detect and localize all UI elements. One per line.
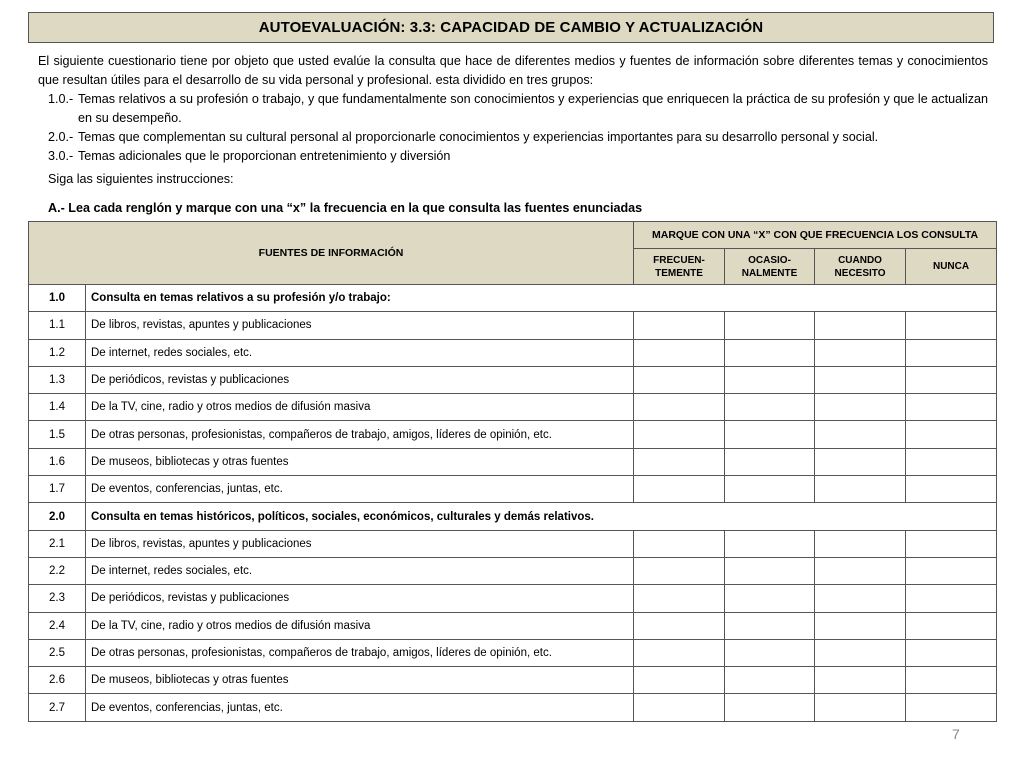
col-label: FRECUEN- TEMENTE bbox=[653, 254, 705, 279]
mark-cell-cuando-necesito[interactable] bbox=[815, 448, 906, 475]
mark-cell-cuando-necesito[interactable] bbox=[815, 312, 906, 339]
section-a-heading: A.- Lea cada renglón y marque con una “x” la frecuencia en la que consulta las fuentes enunciadas bbox=[48, 201, 643, 215]
row-number: 2.5 bbox=[29, 639, 86, 666]
row-number: 1.1 bbox=[29, 312, 86, 339]
mark-cell-frecuentemente[interactable] bbox=[634, 530, 725, 557]
mark-cell-frecuentemente[interactable] bbox=[634, 557, 725, 584]
group-item bbox=[48, 90, 988, 128]
mark-cell-frecuentemente[interactable] bbox=[634, 366, 725, 393]
mark-cell-cuando-necesito[interactable] bbox=[815, 394, 906, 421]
mark-cell-ocasionalmente[interactable] bbox=[725, 339, 815, 366]
row-number: 2.2 bbox=[29, 557, 86, 584]
mark-cell-cuando-necesito[interactable] bbox=[815, 612, 906, 639]
mark-cell-nunca[interactable] bbox=[906, 639, 997, 666]
mark-cell-frecuentemente[interactable] bbox=[634, 312, 725, 339]
col-frecuentemente bbox=[634, 249, 725, 285]
mark-cell-frecuentemente[interactable] bbox=[634, 585, 725, 612]
row-number: 2.4 bbox=[29, 612, 86, 639]
group-text: Temas adicionales que le proporcionan entretenimiento y diversión bbox=[78, 149, 451, 163]
mark-cell-nunca[interactable] bbox=[906, 476, 997, 503]
mark-cell-nunca[interactable] bbox=[906, 585, 997, 612]
row-number: 2.0 bbox=[29, 503, 86, 530]
table-row bbox=[29, 448, 997, 475]
row-description: De otras personas, profesionistas, compañeros de trabajo, amigos, líderes de opinión, etc. bbox=[86, 639, 634, 666]
mark-cell-cuando-necesito[interactable] bbox=[815, 339, 906, 366]
intro-paragraph: El siguiente cuestionario tiene por objeto que usted evalúe la consulta que hace de diferentes medios y fuentes de información sobre diferentes temas y conocimientos que resultan útiles para el desarrollo de su vida personal y profesional. esta dividido en tres grupos: bbox=[38, 54, 988, 87]
group-number: 2.0.- bbox=[48, 130, 74, 144]
mark-cell-cuando-necesito[interactable] bbox=[815, 667, 906, 694]
mark-cell-cuando-necesito[interactable] bbox=[815, 694, 906, 721]
mark-cell-ocasionalmente[interactable] bbox=[725, 421, 815, 448]
mark-cell-nunca[interactable] bbox=[906, 667, 997, 694]
table-row bbox=[29, 339, 997, 366]
mark-cell-frecuentemente[interactable] bbox=[634, 421, 725, 448]
row-description: De eventos, conferencias, juntas, etc. bbox=[86, 476, 634, 503]
row-number: 1.6 bbox=[29, 448, 86, 475]
row-number: 1.2 bbox=[29, 339, 86, 366]
row-description: De la TV, cine, radio y otros medios de difusión masiva bbox=[86, 612, 634, 639]
mark-cell-ocasionalmente[interactable] bbox=[725, 694, 815, 721]
col-ocasionalmente bbox=[725, 249, 815, 285]
page-number: 7 bbox=[952, 726, 960, 742]
row-number: 2.7 bbox=[29, 694, 86, 721]
row-number: 2.3 bbox=[29, 585, 86, 612]
row-description: De museos, bibliotecas y otras fuentes bbox=[86, 667, 634, 694]
table-row bbox=[29, 394, 997, 421]
mark-cell-nunca[interactable] bbox=[906, 366, 997, 393]
group-text: Temas que complementan su cultural personal al proporcionarle conocimientos y experiencias importantes para su desarrollo personal y social. bbox=[78, 130, 879, 144]
row-number: 1.0 bbox=[29, 285, 86, 312]
row-number: 1.4 bbox=[29, 394, 86, 421]
row-number: 1.5 bbox=[29, 421, 86, 448]
table-row bbox=[29, 585, 997, 612]
mark-cell-nunca[interactable] bbox=[906, 312, 997, 339]
mark-cell-cuando-necesito[interactable] bbox=[815, 366, 906, 393]
col-cuando-necesito bbox=[815, 249, 906, 285]
frequency-table bbox=[28, 221, 997, 722]
mark-cell-ocasionalmente[interactable] bbox=[725, 312, 815, 339]
mark-cell-cuando-necesito[interactable] bbox=[815, 530, 906, 557]
mark-cell-ocasionalmente[interactable] bbox=[725, 366, 815, 393]
mark-cell-frecuentemente[interactable] bbox=[634, 612, 725, 639]
mark-cell-ocasionalmente[interactable] bbox=[725, 476, 815, 503]
mark-cell-nunca[interactable] bbox=[906, 339, 997, 366]
mark-cell-ocasionalmente[interactable] bbox=[725, 448, 815, 475]
mark-cell-nunca[interactable] bbox=[906, 448, 997, 475]
sources-header: FUENTES DE INFORMACIÓN bbox=[29, 222, 634, 285]
frequency-header: MARQUE CON UNA “X” CON QUE FRECUENCIA LOS CONSULTA bbox=[634, 222, 997, 249]
row-description: De periódicos, revistas y publicaciones bbox=[86, 366, 634, 393]
row-description: De libros, revistas, apuntes y publicaciones bbox=[86, 312, 634, 339]
group-item bbox=[48, 128, 988, 147]
row-description: De museos, bibliotecas y otras fuentes bbox=[86, 448, 634, 475]
mark-cell-ocasionalmente[interactable] bbox=[725, 530, 815, 557]
row-number: 1.7 bbox=[29, 476, 86, 503]
row-description: De internet, redes sociales, etc. bbox=[86, 339, 634, 366]
section-row bbox=[29, 503, 997, 530]
row-number: 1.3 bbox=[29, 366, 86, 393]
table-row bbox=[29, 312, 997, 339]
mark-cell-ocasionalmente[interactable] bbox=[725, 667, 815, 694]
page-title: AUTOEVALUACIÓN: 3.3: CAPACIDAD DE CAMBIO Y ACTUALIZACIÓN bbox=[28, 12, 994, 43]
table-row bbox=[29, 476, 997, 503]
mark-cell-cuando-necesito[interactable] bbox=[815, 476, 906, 503]
row-description: De libros, revistas, apuntes y publicaciones bbox=[86, 530, 634, 557]
mark-cell-nunca[interactable] bbox=[906, 421, 997, 448]
row-description: De otras personas, profesionistas, compañeros de trabajo, amigos, líderes de opinión, etc. bbox=[86, 421, 634, 448]
col-label: NUNCA bbox=[932, 261, 970, 272]
table-row bbox=[29, 639, 997, 666]
table-row bbox=[29, 366, 997, 393]
mark-cell-ocasionalmente[interactable] bbox=[725, 612, 815, 639]
mark-cell-ocasionalmente[interactable] bbox=[725, 557, 815, 584]
row-number: 2.1 bbox=[29, 530, 86, 557]
row-description: De internet, redes sociales, etc. bbox=[86, 557, 634, 584]
group-number: 1.0.- bbox=[48, 92, 74, 106]
mark-cell-frecuentemente[interactable] bbox=[634, 639, 725, 666]
intro-block bbox=[38, 52, 988, 166]
table-row bbox=[29, 612, 997, 639]
mark-cell-nunca[interactable] bbox=[906, 394, 997, 421]
group-text: Temas relativos a su profesión o trabajo, y que fundamentalmente son conocimientos y experiencias que enriquecen la práctica de su profesión y que le actualizan en su desempeño. bbox=[78, 92, 988, 125]
section-title: Consulta en temas históricos, políticos, sociales, económicos, culturales y demás relativos. bbox=[86, 503, 997, 530]
mark-cell-cuando-necesito[interactable] bbox=[815, 557, 906, 584]
mark-cell-nunca[interactable] bbox=[906, 557, 997, 584]
mark-cell-cuando-necesito[interactable] bbox=[815, 421, 906, 448]
col-label: OCASIO- NALMENTE bbox=[741, 254, 798, 279]
instructions-label: Siga las siguientes instrucciones: bbox=[48, 172, 234, 186]
row-description: De la TV, cine, radio y otros medios de difusión masiva bbox=[86, 394, 634, 421]
mark-cell-ocasionalmente[interactable] bbox=[725, 585, 815, 612]
row-description: De periódicos, revistas y publicaciones bbox=[86, 585, 634, 612]
mark-cell-frecuentemente[interactable] bbox=[634, 448, 725, 475]
mark-cell-frecuentemente[interactable] bbox=[634, 394, 725, 421]
table-row bbox=[29, 557, 997, 584]
mark-cell-frecuentemente[interactable] bbox=[634, 339, 725, 366]
col-label: CUANDO NECESITO bbox=[834, 254, 886, 279]
group-item bbox=[48, 147, 988, 166]
section-title: Consulta en temas relativos a su profesión y/o trabajo: bbox=[86, 285, 997, 312]
mark-cell-nunca[interactable] bbox=[906, 612, 997, 639]
mark-cell-ocasionalmente[interactable] bbox=[725, 394, 815, 421]
row-number: 2.6 bbox=[29, 667, 86, 694]
section-row bbox=[29, 285, 997, 312]
table-row bbox=[29, 667, 997, 694]
mark-cell-ocasionalmente[interactable] bbox=[725, 639, 815, 666]
mark-cell-frecuentemente[interactable] bbox=[634, 667, 725, 694]
table-row bbox=[29, 421, 997, 448]
mark-cell-cuando-necesito[interactable] bbox=[815, 639, 906, 666]
mark-cell-frecuentemente[interactable] bbox=[634, 476, 725, 503]
mark-cell-nunca[interactable] bbox=[906, 694, 997, 721]
mark-cell-nunca[interactable] bbox=[906, 530, 997, 557]
table-row bbox=[29, 530, 997, 557]
mark-cell-cuando-necesito[interactable] bbox=[815, 585, 906, 612]
table-row bbox=[29, 694, 997, 721]
col-nunca bbox=[906, 249, 997, 285]
mark-cell-frecuentemente[interactable] bbox=[634, 694, 725, 721]
row-description: De eventos, conferencias, juntas, etc. bbox=[86, 694, 634, 721]
group-number: 3.0.- bbox=[48, 149, 74, 163]
